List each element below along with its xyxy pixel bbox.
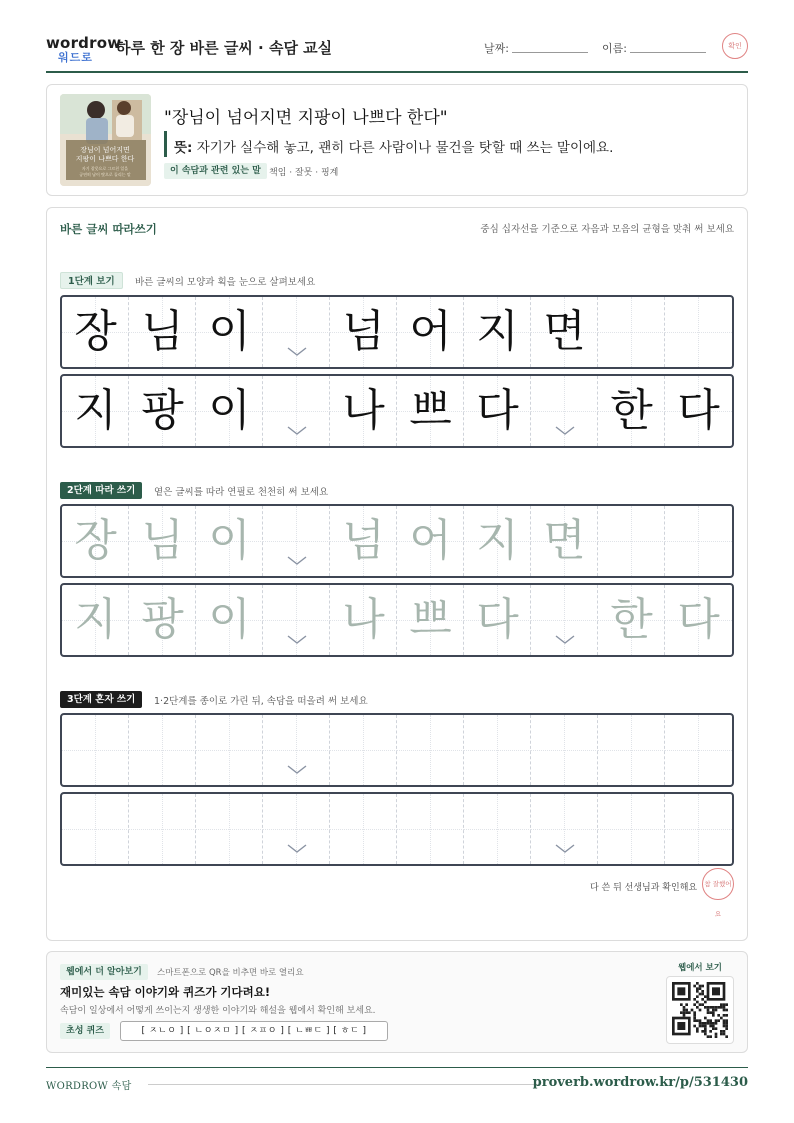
footer-brand: WORDROW 속담 (46, 1081, 132, 1092)
web-desc: 속담이 일상에서 어떻게 쓰이는지 생생한 이야기와 해설을 웹에서 확인해 보세요. (60, 1006, 376, 1016)
grid-char (531, 376, 598, 446)
grid-cell (397, 297, 464, 367)
grid-cell[interactable] (665, 715, 732, 785)
quiz-label: 초성 퀴즈 (60, 1023, 110, 1039)
grid-cell (330, 376, 397, 446)
grid-cell[interactable] (129, 794, 196, 864)
grid-char: 다 (677, 594, 720, 645)
grid-cell[interactable] (330, 794, 397, 864)
grid-cell[interactable] (263, 506, 330, 576)
grid-char (598, 297, 665, 367)
grid-cell[interactable] (598, 585, 665, 655)
grid-char (263, 297, 330, 367)
proverb-meaning (174, 136, 613, 156)
grid-char: 어 (409, 515, 452, 566)
meaning-accent-bar (164, 131, 167, 157)
grid-cell[interactable] (196, 715, 263, 785)
related-words: 책임 · 잘못 · 핑계 (269, 168, 339, 178)
section-hint: 중심 십자선을 기준으로 자음과 모음의 균형을 맞춰 써 보세요 (480, 224, 734, 235)
grid-cell (263, 376, 330, 446)
well-done-stamp-icon: 참 잘했어요 (702, 868, 734, 900)
grid-cell[interactable] (62, 585, 129, 655)
name-label: 이름: (602, 42, 627, 55)
grid-cell[interactable] (330, 715, 397, 785)
grid-char (598, 506, 665, 576)
qr-code-icon (667, 977, 733, 1043)
grid-cell[interactable] (531, 585, 598, 655)
stage2-row-2[interactable] (60, 583, 734, 657)
grid-char: 넘 (342, 306, 385, 357)
grid-cell[interactable] (464, 715, 531, 785)
grid-cell[interactable] (263, 585, 330, 655)
check-stamp-icon: 확인 (722, 33, 748, 59)
grid-cell[interactable] (129, 585, 196, 655)
grid-char (665, 297, 732, 367)
qr-label: 웹에서 보기 (678, 963, 723, 973)
grid-char: 이 (208, 385, 251, 436)
grid-cell (531, 297, 598, 367)
grid-char: 장 (74, 515, 117, 566)
grid-char: 이 (208, 515, 251, 566)
grid-char: 이 (208, 306, 251, 357)
grid-char (263, 585, 330, 655)
meaning-label: 뜻: (174, 140, 193, 156)
grid-cell[interactable] (196, 585, 263, 655)
grid-cell[interactable] (263, 794, 330, 864)
logo-korean: 워드로 (58, 51, 93, 64)
grid-cell[interactable] (531, 506, 598, 576)
grid-cell (62, 297, 129, 367)
grid-cell[interactable] (531, 715, 598, 785)
date-label: 날짜: (484, 42, 509, 55)
grid-char (665, 506, 732, 576)
stage1-desc: 바른 글씨의 모양과 획을 눈으로 살펴보세요 (135, 277, 316, 288)
grid-char: 나 (342, 594, 385, 645)
grid-cell[interactable] (129, 506, 196, 576)
meaning-text: 자기가 실수해 놓고, 괜히 다른 사람이나 물건을 탓할 때 쓰는 말이에요. (192, 140, 614, 156)
grid-char: 다 (677, 385, 720, 436)
footer-rule (148, 1084, 540, 1085)
grid-char: 님 (141, 306, 184, 357)
grid-char (263, 376, 330, 446)
grid-cell[interactable] (62, 794, 129, 864)
grid-char: 어 (409, 306, 452, 357)
grid-cell[interactable] (598, 506, 665, 576)
grid-cell[interactable] (62, 715, 129, 785)
grid-cell[interactable] (598, 715, 665, 785)
grid-cell[interactable] (330, 506, 397, 576)
grid-cell[interactable] (464, 585, 531, 655)
svg-text:공연히 남이 탓으로 돌리는 말: 공연히 남이 탓으로 돌리는 말 (79, 172, 131, 177)
date-field[interactable] (512, 52, 588, 53)
grid-char: 장 (74, 306, 117, 357)
grid-char: 지 (476, 515, 519, 566)
stage3-row-1[interactable] (60, 713, 734, 787)
grid-cell (665, 376, 732, 446)
teacher-check-text: 다 쓴 뒤 선생님과 확인해요 (590, 883, 698, 893)
related-words-badge: 이 속담과 관련 있는 말 (164, 163, 267, 179)
grid-cell[interactable] (263, 715, 330, 785)
grid-cell (531, 376, 598, 446)
grid-cell (196, 297, 263, 367)
grid-cell[interactable] (196, 506, 263, 576)
web-badge: 웹에서 더 알아보기 (60, 964, 148, 980)
grid-cell (464, 297, 531, 367)
name-field[interactable] (630, 52, 706, 53)
grid-cell[interactable] (464, 506, 531, 576)
space-mark-icon (287, 844, 307, 854)
grid-char: 쁘 (409, 385, 452, 436)
grid-cell (464, 376, 531, 446)
grid-char: 지 (74, 385, 117, 436)
grid-cell[interactable] (598, 794, 665, 864)
grid-cell[interactable] (397, 585, 464, 655)
grid-cell[interactable] (330, 585, 397, 655)
stage3-badge: 3단계 혼자 쓰기 (60, 691, 142, 708)
grid-char: 이 (208, 594, 251, 645)
grid-char: 한 (610, 594, 653, 645)
grid-char (263, 506, 330, 576)
stage3-row-2[interactable] (60, 792, 734, 866)
web-info-card (46, 951, 748, 1053)
page-header (46, 30, 748, 73)
grid-cell (598, 297, 665, 367)
grid-char: 팡 (141, 594, 184, 645)
grid-cell (196, 376, 263, 446)
web-badge-desc: 스마트폰으로 QR을 비추면 바로 열리요 (157, 968, 304, 978)
proverb-card (46, 84, 748, 196)
grid-char: 면 (543, 515, 586, 566)
grid-cell[interactable] (665, 585, 732, 655)
stage2-badge: 2단계 따라 쓰기 (60, 482, 142, 499)
grid-cell[interactable] (665, 794, 732, 864)
grid-cell (263, 297, 330, 367)
footer-divider (46, 1067, 748, 1068)
grid-cell (62, 376, 129, 446)
grid-cell[interactable] (397, 506, 464, 576)
grid-cell[interactable] (129, 715, 196, 785)
stage1-row-1 (60, 295, 734, 369)
grid-cell (330, 297, 397, 367)
grid-char: 다 (476, 385, 519, 436)
grid-char: 다 (476, 594, 519, 645)
web-headline: 재미있는 속담 이야기와 퀴즈가 기다려요! (60, 985, 271, 999)
grid-char: 님 (141, 515, 184, 566)
stage3-desc: 1·2단계를 종이로 가린 뒤, 속담을 떠올려 써 보세요 (154, 696, 368, 707)
grid-cell[interactable] (397, 715, 464, 785)
illustration-icon (60, 94, 151, 186)
proverb-title: "장님이 넘어지면 지팡이 나쁘다 한다" (164, 108, 448, 128)
grid-cell[interactable] (531, 794, 598, 864)
stage2-desc: 옅은 글씨를 따라 연필로 천천히 써 보세요 (154, 487, 329, 498)
grid-char: 넘 (342, 515, 385, 566)
grid-cell[interactable] (665, 506, 732, 576)
footer-url[interactable]: proverb.wordrow.kr/p/531430 (532, 1075, 748, 1090)
space-mark-icon (287, 765, 307, 775)
space-mark-icon (555, 844, 575, 854)
grid-cell[interactable] (397, 794, 464, 864)
grid-char: 팡 (141, 385, 184, 436)
grid-char: 나 (342, 385, 385, 436)
stage1-badge: 1단계 보기 (60, 272, 123, 289)
practice-card (46, 207, 748, 941)
svg-text:장님이 넘어지면: 장님이 넘어지면 (80, 146, 130, 154)
grid-cell[interactable] (62, 506, 129, 576)
grid-char: 쁘 (409, 594, 452, 645)
grid-char: 한 (610, 385, 653, 436)
book-cover-image (60, 94, 151, 186)
grid-char: 면 (543, 306, 586, 357)
grid-cell[interactable] (464, 794, 531, 864)
grid-char: 지 (74, 594, 117, 645)
grid-cell (598, 376, 665, 446)
initials-quiz: [ ㅈㄴㅇ ] [ ㄴㅇㅈㅁ ] [ ㅈㅍㅇ ] [ ㄴㅃㄷ ] [ ㅎㄷ ] (120, 1021, 388, 1041)
logo-wordmark: wordrow (46, 34, 122, 52)
section-title: 바른 글씨 따라쓰기 (60, 222, 157, 236)
grid-char (531, 585, 598, 655)
grid-cell (129, 376, 196, 446)
grid-cell[interactable] (196, 794, 263, 864)
svg-text:자기 잘못으로 그르친 일을: 자기 잘못으로 그르친 일을 (81, 166, 129, 171)
qr-code[interactable] (666, 976, 734, 1044)
grid-char: 지 (476, 306, 519, 357)
page-title: 하루 한 장 바른 글씨 · 속담 교실 (116, 39, 333, 57)
grid-cell (665, 297, 732, 367)
grid-cell (397, 376, 464, 446)
svg-text:지팡이 나쁘다 한다: 지팡이 나쁘다 한다 (75, 155, 135, 163)
wordrow-logo (46, 34, 122, 64)
stage2-row-1[interactable] (60, 504, 734, 578)
stage1-row-2 (60, 374, 734, 448)
grid-cell (129, 297, 196, 367)
